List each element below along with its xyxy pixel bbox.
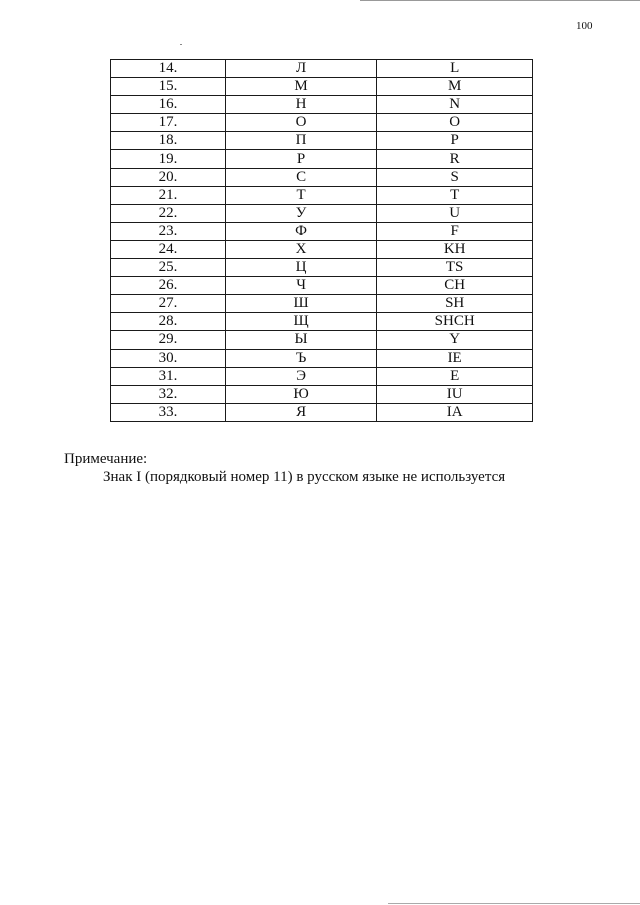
note-text: Знак І (порядковый номер 11) в русском языке не используется: [103, 469, 506, 485]
cyrillic-letter-cell: Т: [225, 186, 376, 204]
latin-transliteration-cell: SHCH: [377, 313, 533, 331]
cyrillic-letter-cell: Ю: [225, 385, 376, 403]
latin-transliteration-cell: SH: [377, 295, 533, 313]
cyrillic-letter-cell: Н: [225, 96, 376, 114]
cyrillic-letter-cell: Р: [225, 150, 376, 168]
table-row: [111, 259, 533, 277]
table-row: [111, 277, 533, 295]
table-row: [111, 168, 533, 186]
table-row: [111, 150, 533, 168]
table-row: [111, 186, 533, 204]
latin-transliteration-cell: Y: [377, 331, 533, 349]
cyrillic-letter-cell: Щ: [225, 313, 376, 331]
row-number-cell: 16.: [111, 96, 226, 114]
table-row: [111, 78, 533, 96]
latin-transliteration-cell: IU: [377, 385, 533, 403]
table-row: [111, 313, 533, 331]
row-number-cell: 30.: [111, 349, 226, 367]
row-number-cell: 24.: [111, 240, 226, 258]
table-row: [111, 403, 533, 421]
cyrillic-letter-cell: Ч: [225, 277, 376, 295]
latin-transliteration-cell: P: [377, 132, 533, 150]
table-body: [111, 60, 533, 422]
latin-transliteration-cell: U: [377, 204, 533, 222]
cyrillic-letter-cell: Э: [225, 367, 376, 385]
latin-transliteration-cell: S: [377, 168, 533, 186]
cyrillic-letter-cell: Ъ: [225, 349, 376, 367]
row-number-cell: 29.: [111, 331, 226, 349]
transliteration-table: [110, 59, 533, 422]
scan-edge-line-bottom: [388, 903, 640, 904]
table-row: [111, 60, 533, 78]
cyrillic-letter-cell: М: [225, 78, 376, 96]
row-number-cell: 33.: [111, 403, 226, 421]
row-number-cell: 20.: [111, 168, 226, 186]
latin-transliteration-cell: E: [377, 367, 533, 385]
latin-transliteration-cell: F: [377, 222, 533, 240]
cyrillic-letter-cell: Л: [225, 60, 376, 78]
table-row: [111, 114, 533, 132]
table-row: [111, 132, 533, 150]
row-number-cell: 27.: [111, 295, 226, 313]
latin-transliteration-cell: CH: [377, 277, 533, 295]
table-row: [111, 385, 533, 403]
row-number-cell: 28.: [111, 313, 226, 331]
table-row: [111, 96, 533, 114]
latin-transliteration-cell: T: [377, 186, 533, 204]
table-row: [111, 240, 533, 258]
latin-transliteration-cell: IA: [377, 403, 533, 421]
table-row: [111, 331, 533, 349]
cyrillic-letter-cell: У: [225, 204, 376, 222]
row-number-cell: 25.: [111, 259, 226, 277]
latin-transliteration-cell: M: [377, 78, 533, 96]
latin-transliteration-cell: L: [377, 60, 533, 78]
latin-transliteration-cell: N: [377, 96, 533, 114]
latin-transliteration-cell: IE: [377, 349, 533, 367]
table-row: [111, 367, 533, 385]
note-title: Примечание:: [64, 451, 148, 467]
table-row: [111, 204, 533, 222]
row-number-cell: 23.: [111, 222, 226, 240]
table-row: [111, 222, 533, 240]
row-number-cell: 17.: [111, 114, 226, 132]
table-row: [111, 295, 533, 313]
latin-transliteration-cell: O: [377, 114, 533, 132]
table-row: [111, 349, 533, 367]
cyrillic-letter-cell: Ц: [225, 259, 376, 277]
cyrillic-letter-cell: О: [225, 114, 376, 132]
page-number: 100: [576, 20, 593, 32]
row-number-cell: 19.: [111, 150, 226, 168]
latin-transliteration-cell: R: [377, 150, 533, 168]
row-number-cell: 18.: [111, 132, 226, 150]
row-number-cell: 21.: [111, 186, 226, 204]
cyrillic-letter-cell: Ф: [225, 222, 376, 240]
cyrillic-letter-cell: С: [225, 168, 376, 186]
cyrillic-letter-cell: Ы: [225, 331, 376, 349]
cyrillic-letter-cell: Я: [225, 403, 376, 421]
row-number-cell: 22.: [111, 204, 226, 222]
row-number-cell: 26.: [111, 277, 226, 295]
latin-transliteration-cell: TS: [377, 259, 533, 277]
cyrillic-letter-cell: Х: [225, 240, 376, 258]
cyrillic-letter-cell: П: [225, 132, 376, 150]
row-number-cell: 15.: [111, 78, 226, 96]
row-number-cell: 14.: [111, 60, 226, 78]
scan-dot: [180, 44, 182, 45]
row-number-cell: 31.: [111, 367, 226, 385]
row-number-cell: 32.: [111, 385, 226, 403]
cyrillic-letter-cell: Ш: [225, 295, 376, 313]
latin-transliteration-cell: KH: [377, 240, 533, 258]
scan-edge-line: [360, 0, 640, 1]
